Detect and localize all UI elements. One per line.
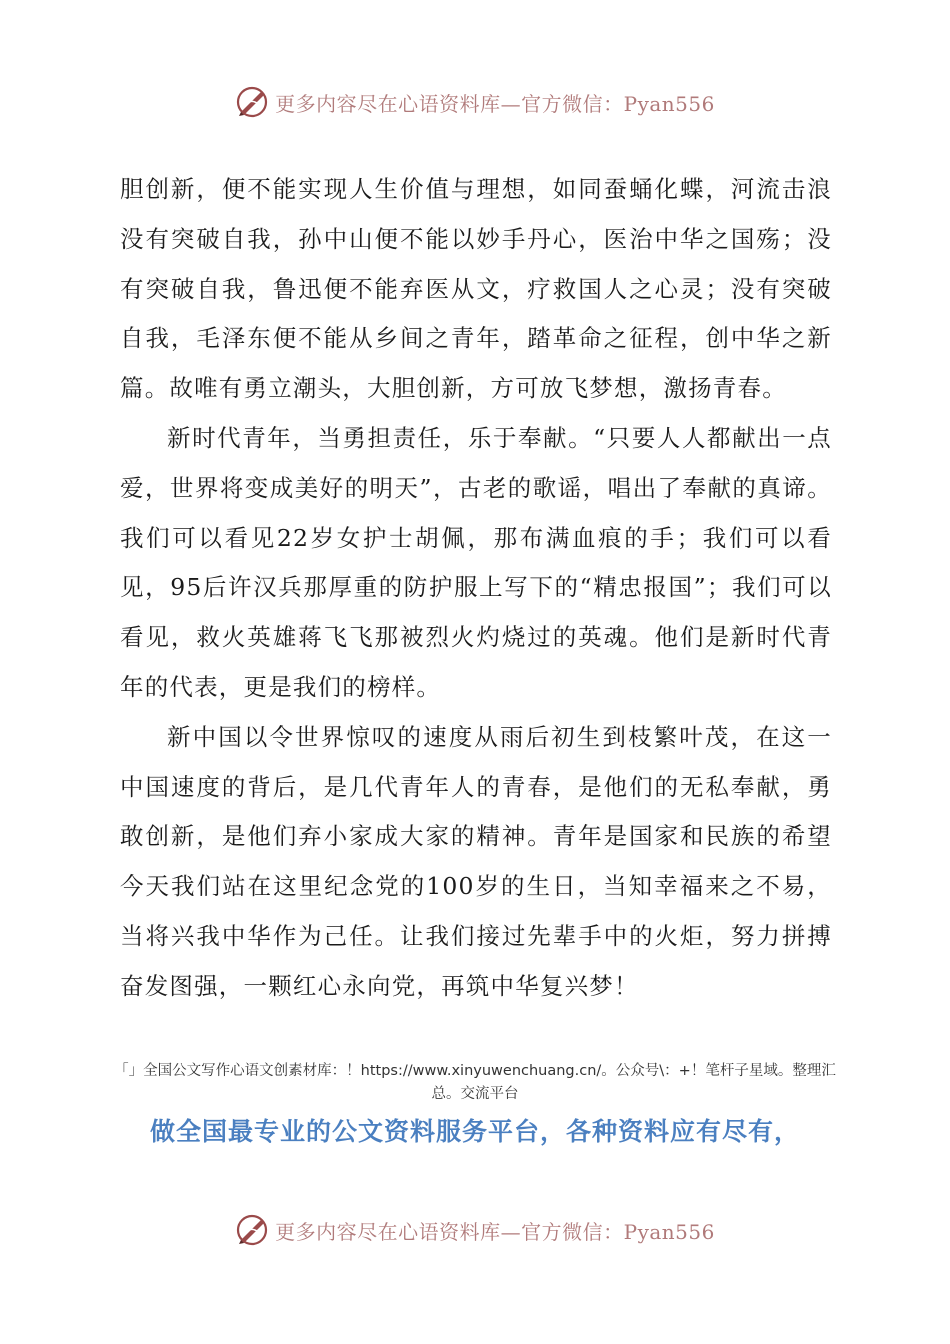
footer-banner-text: 更多内容尽在心语资料库—官方微信：Pyan556 <box>275 1219 715 1244</box>
platform-slogan: 做全国最专业的公文资料服务平台，各种资料应有尽有， <box>149 1117 800 1146</box>
article-body <box>120 165 832 1012</box>
article-paragraph-3: 新中国以令世界惊叹的速度从雨后初生到枝繁叶茂，在这一中国速度的背后，是几代青年人的青春，是他们的无私奉献，勇敢创新，是他们弃小家成大家的精神。青年是国家和民族的希望今天我们站在这里纪念党的100岁的生日，当知幸福来之不易，当将兴我中华作为己任。让我们接过先辈手中的火炬，努力拼搏奋发图强，一颗红心永向党，再筑中华复兴梦！ <box>120 722 832 1000</box>
header-banner-text: 更多内容尽在心语资料库—官方微信：Pyan556 <box>275 91 715 116</box>
footer-banner <box>0 1210 950 1250</box>
pen-logo-icon <box>235 1213 269 1247</box>
pen-logo-icon <box>235 85 269 119</box>
source-footnote: 「」全国公文写作心语文创素材库：！https://www.xinyuwenchuang.cn/。公众号\：+！笔杆子星域。整理汇总。交流平台 <box>114 1063 836 1102</box>
article-paragraph-1: 胆创新，便不能实现人生价值与理想，如同蚕蛹化蝶，河流击浪没有突破自我，孙中山便不能以妙手丹心，医治中华之国殇；没有突破自我，鲁迅便不能弃医从文，疗救国人之心灵；没有突破自我，毛泽东便不能从乡间之青年，踏革命之征程，创中华之新篇。故唯有勇立潮头，大胆创新，方可放飞梦想，激扬青春。 <box>120 175 832 403</box>
header-banner <box>0 82 950 122</box>
article-paragraph-2: 新时代青年，当勇担责任，乐于奉献。“只要人人都献出一点爱，世界将变成美好的明天”，古老的歌谣，唱出了奉献的真谛。我们可以看见22岁女护士胡佩，那布满血痕的手；我们可以看见，95后许汉兵那厚重的防护服上写下的“精忠报国”；我们可以看见，救火英雄蒋飞飞那被烈火灼烧过的英魂。他们是新时代青年的代表，更是我们的榜样。 <box>120 423 832 701</box>
